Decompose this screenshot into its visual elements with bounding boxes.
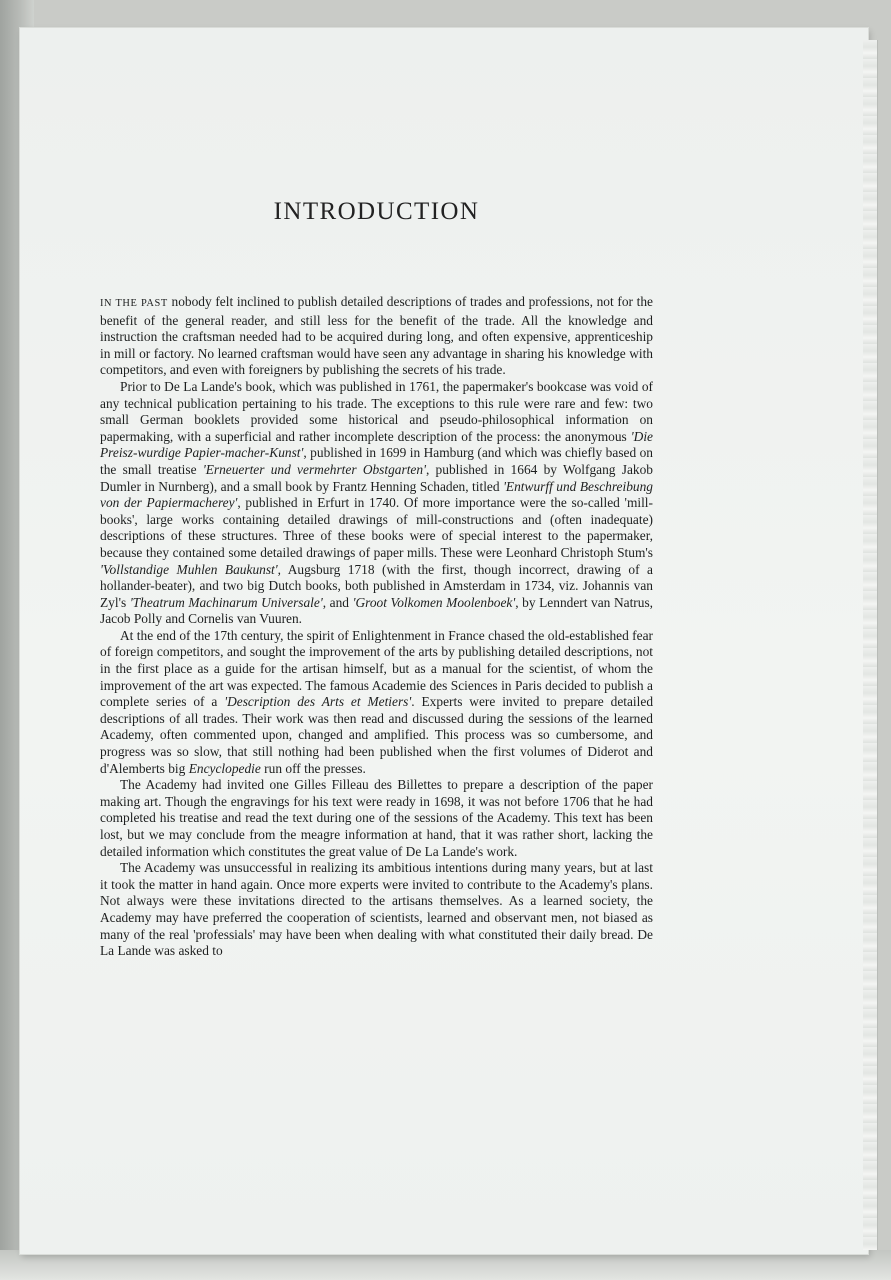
text-run: Prior to De La Lande's book, which was published in 1761, the papermaker's bookcase was void of any technical publication pertaining to his trade. The exceptions to this rule were rare and few: two small German booklets provided some historical and pseudo-philosophical information on papermaking, with a superficial and rather incomplete description of the process: the anonymous xyxy=(100,378,653,444)
paragraph xyxy=(100,628,653,777)
text-run: The Academy was unsuccessful in realizing its ambitious intentions during many years, but at last it took the matter in hand again. Once more experts were invited to contribute to the Academy's plans. Not always were these invitations directed to the artisans themselves. As a learned society, the Academy may have preferred the cooperation of scientists, learned and observant men, not biased as many of the real 'professials' may have been when dealing with what constituted their daily bread. De La Lande was asked to xyxy=(100,860,653,959)
text-run: , by Lenndert van Natrus, Jacob Polly and Cornelis van Vuuren. xyxy=(100,594,653,627)
text-run: At the end of the 17th century, the spirit of Enlightenment in France chased the old-established fear of foreign competitors, and sought the improvement of the arts by publishing detailed descriptions, not in the first place as a guide for the artisan himself, but as a manual for the scientist, of whom the improvement of the art was expected. The famous Academie des Sciences in Paris decided to publish a complete series of a xyxy=(100,627,653,710)
paragraph-lead: IN THE PAST xyxy=(100,298,168,309)
text-run: , and xyxy=(322,594,353,610)
italic-title: 'Erneuerter und vermehrter Obstgarten' xyxy=(202,461,426,477)
paragraph xyxy=(100,379,653,628)
text-run: nobody felt inclined to publish detailed descriptions of trades and professions, not for the benefit of the general reader, and still less for the benefit of the trade. All the knowledge and instruction the craftsman needed had to be acquired during long, and often expensive, apprenticeship in mill or factory. No learned craftsman would have seen any advantage in sharing his knowledge with competitors, and even with foreigners by publishing the secrets of his trade. xyxy=(100,294,653,378)
text-run: , published in 1664 by Wolfgang Jakob Dumler in Nurnberg), and a small book by Frantz Henning Schaden, titled xyxy=(100,461,653,494)
text-run: , published in 1699 in Hamburg (and which was chiefly based on the small treatise xyxy=(100,445,653,477)
italic-title: Encyclopedie xyxy=(188,760,261,776)
deckle-edge xyxy=(863,40,878,1250)
paragraph xyxy=(100,294,653,379)
italic-title: 'Entwurff und Beschreibung von der Papiermacherey' xyxy=(100,478,653,511)
italic-title: 'Theatrum Machinarum Universale' xyxy=(129,594,323,610)
paragraph xyxy=(100,777,653,860)
text-run: run off the presses. xyxy=(260,760,366,776)
italic-title: 'Description des Arts et Metiers' xyxy=(224,694,412,710)
italic-title: 'Groot Volkomen Moolenboek' xyxy=(352,594,516,610)
body-text xyxy=(100,294,653,960)
text-run: . Experts were invited to prepare detailed descriptions of all trades. Their work was then read and discussed during the sessions of the learned Academy, often commented upon, changed and amplified. This process was so cumbersome, and progress was so slow, that still nothing had been published when the first volumes of Diderot and d'Alemberts big xyxy=(100,694,654,776)
book-page xyxy=(20,28,868,1254)
paragraph xyxy=(100,860,653,960)
backdrop-bottom xyxy=(0,1250,891,1280)
text-run: The Academy had invited one Gilles Filleau des Billettes to prepare a description of the paper making art. Though the engravings for his text were ready in 1698, it was not before 1706 that he had completed his treatise and read the text during one of the sessions of the Academy. This text has been lost, but we may conclude from the meagre information at hand, that it was rather short, lacking the detailed information which constitutes the great value of De La Lande's work. xyxy=(100,777,653,859)
italic-title: 'Vollstandige Muhlen Baukunst' xyxy=(100,561,278,577)
text-run: , Augsburg 1718 (with the first, though incorrect, drawing of a hollander-beater), and two big Dutch books, both published in Amsterdam in 1734, viz. Johannis van Zyl's xyxy=(100,561,653,610)
text-run: , published in Erfurt in 1740. Of more importance were the so-called 'mill-books', large works containing detailed drawings of mill-constructions and (often inadequate) descriptions of these structures. Three of these books were of special interest to the papermaker, because they contained some detailed drawings of paper mills. These were Leonhard Christoph Stum's xyxy=(100,495,653,560)
page-title: INTRODUCTION xyxy=(273,198,480,225)
italic-title: 'Die Preisz-wurdige Papier-macher-Kunst' xyxy=(100,428,653,461)
